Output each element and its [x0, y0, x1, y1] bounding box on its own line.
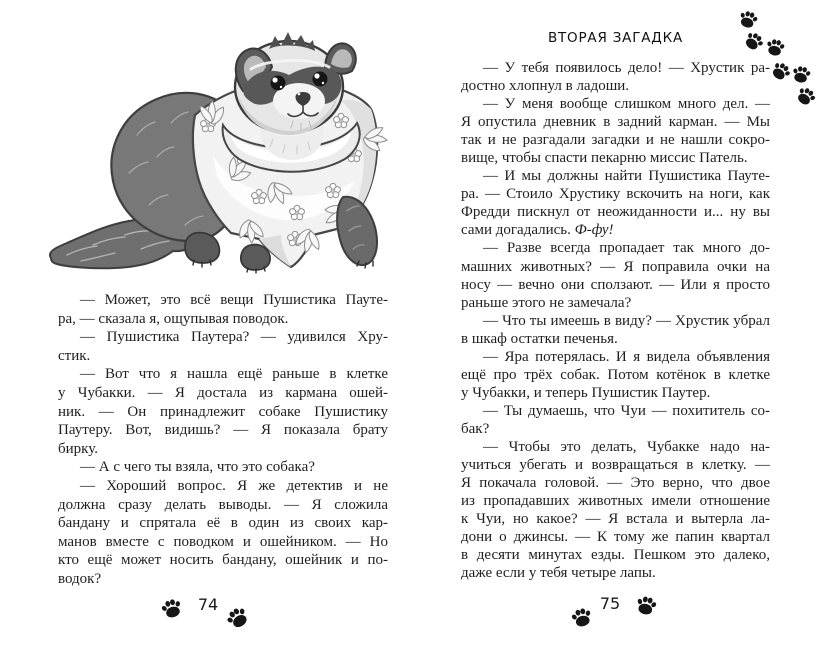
text-line: — Может, это всё вещи Пушистика Пауте-	[80, 292, 388, 308]
text-line: раньше этого не замечала?	[461, 294, 632, 311]
text-line: водок?	[58, 570, 102, 587]
text-line: Я опустила дневник в задний карман. — Мы	[461, 114, 770, 131]
text-line: — Яра потерялась. И я видела объявления	[483, 348, 770, 365]
right-page-text	[461, 59, 770, 582]
text-line: ра. — Стоило Хрустику вскочить на ноги, как	[461, 186, 770, 203]
text-line: — И мы должны найти Пушистика Пауте-	[483, 168, 770, 185]
text-line: кто ещё может носить бандану, ошейник и по-	[58, 552, 388, 569]
paw-print-icon	[157, 593, 186, 622]
text-line: сами догадались. Ф-фу!	[461, 222, 614, 239]
chapter-header: ВТОРАЯ ЗАГАДКА	[547, 30, 684, 46]
text-line: так и не разгадали загадки и не нашли сокро-	[461, 132, 770, 149]
text-line: — Вот что я нашла ещё раньше в клетке	[80, 366, 388, 383]
text-line: — Чтобы это делать, Чубакке надо на-	[483, 438, 770, 455]
text-line: машних животных? — Я поправила очки на	[461, 258, 770, 275]
text-line: учиться убегать и возвращаться в клетку. —	[461, 457, 770, 474]
page-number-right: 75	[599, 594, 621, 613]
ferret-illustration	[45, 5, 400, 277]
paw-print-icon	[792, 81, 820, 110]
text-line: должна сразу делать выводы. — Я сложила	[58, 496, 388, 513]
text-line: — Пушистика Паутера? — удивился Хру-	[80, 329, 388, 346]
text-line: бандану и спрятала её в один из своих кар-	[58, 515, 388, 532]
text-line: у Чубакки. — Я достала из кармана ошей-	[58, 384, 388, 401]
page-number-left: 74	[197, 595, 219, 614]
left-page-text	[58, 291, 388, 589]
text-line: — У меня вообще слишком много дел. —	[483, 96, 770, 113]
text-line: стик.	[58, 347, 91, 364]
text-line: — А с чего ты взяла, что это собака?	[80, 459, 315, 476]
text-line: — Хороший вопрос. Я же детектив и не	[80, 477, 388, 494]
text-line: — Ты думаешь, что Чуи — похититель со-	[483, 402, 770, 419]
text-line: Фредди пискнул от неожиданности и... ну вы	[461, 204, 770, 221]
paw-print-icon	[763, 34, 788, 59]
text-line: манов вместе с поводком и ошейником. — Но	[58, 533, 388, 550]
text-line: из пропадавших животных имели отношение	[461, 493, 770, 510]
text-line: — Что ты имеешь в виду? — Хрустик убрал	[483, 312, 770, 329]
text-line: дони о джинсы. — К тому же папин квартал	[461, 529, 770, 546]
paw-print-icon	[735, 5, 761, 31]
text-line: ник. — Он принадлежит собаке Пушистику	[58, 403, 388, 420]
text-line: бирку.	[58, 440, 98, 457]
text-line: достно хлопнул в ладоши.	[461, 78, 630, 95]
text-line: — У тебя появилось дело! — Хрустик ра-	[483, 60, 770, 76]
text-line: бак?	[461, 420, 490, 437]
text-line: вище, чтобы спасти пекарню миссис Патель.	[461, 150, 748, 167]
text-line: Паутеру. Вот, видишь? — Я показала брату	[58, 422, 388, 439]
text-line: — Разве всегда пропадает так много до-	[483, 240, 770, 257]
text-line: в десяти минутах езды. Пешком это далеко,	[461, 547, 770, 564]
paw-print-icon	[633, 591, 661, 619]
text-line: в шкаф остатки печенья.	[461, 330, 618, 347]
text-line: ра, — сказала я, ощупывая поводок.	[58, 310, 289, 327]
text-line: даже если у тебя четыре лапы.	[461, 565, 656, 582]
text-line: к Чуи, но какое? — Я встала и вытерла ла-	[461, 511, 770, 528]
text-line: у Чубакки, и теперь Пушистик Паутер.	[461, 384, 711, 401]
text-line: носу — вечно они сползают. — Или я просто	[461, 276, 770, 293]
text-line: ещё про трёх собак. Потом котёнок в клетке	[461, 366, 770, 383]
text-line: Я покачала головой. — Это верно, что двое	[461, 475, 770, 492]
